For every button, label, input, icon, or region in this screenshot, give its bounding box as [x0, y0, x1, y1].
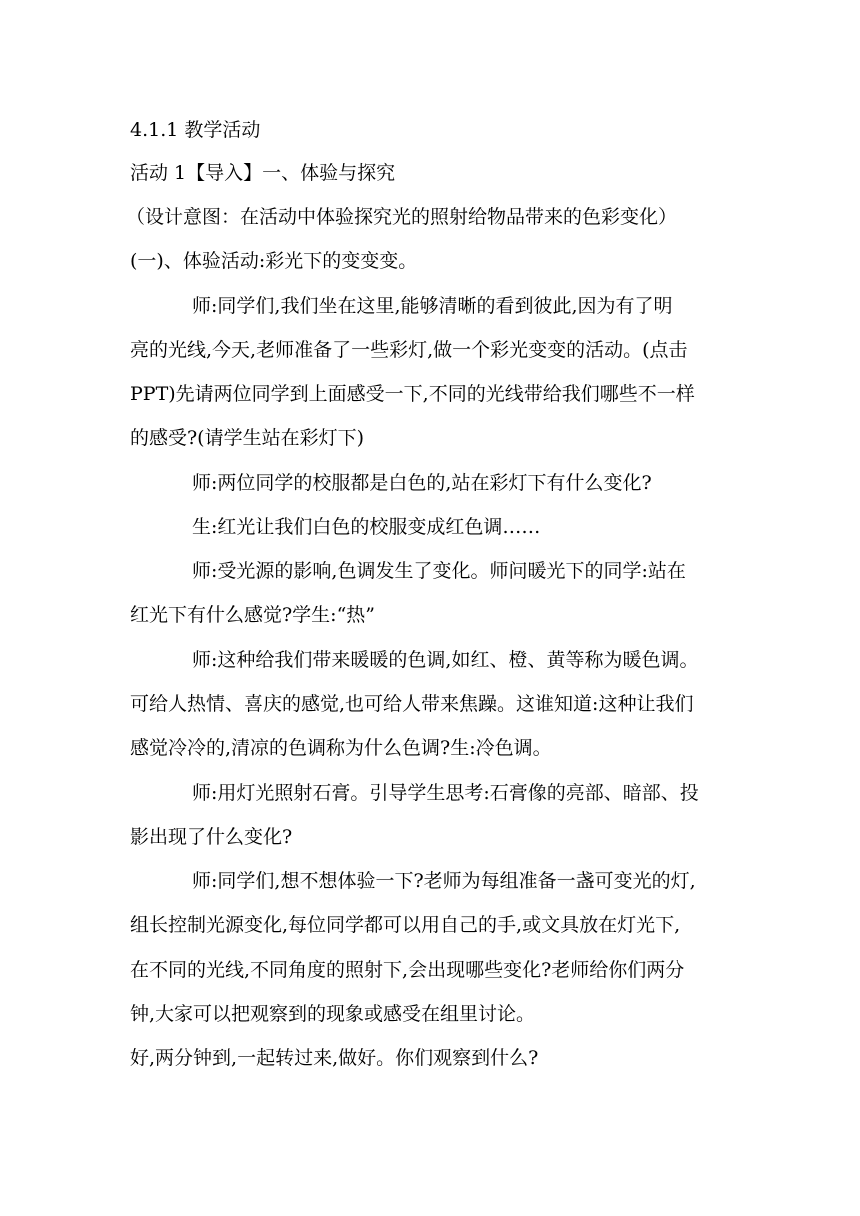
closing-line: 好,两分钟到,一起转过来,做好。你们观察到什么? — [130, 1047, 539, 1069]
paragraph-3-line-1: 生:红光让我们白色的校服变成红色调…… — [192, 516, 541, 538]
paragraph-1-line-1: 师:同学们,我们坐在这里,能够清晰的看到彼此,因为有了明 — [192, 295, 673, 317]
subsection-title: (一)、体验活动:彩光下的变变变。 — [130, 250, 418, 272]
paragraph-4-line-1: 师:受光源的影响,色调发生了变化。师问暖光下的同学:站在 — [192, 560, 686, 582]
paragraph-7-line-4: 钟,大家可以把观察到的现象或感受在组里讨论。 — [130, 1003, 536, 1025]
paragraph-7-line-2: 组长控制光源变化,每位同学都可以用自己的手,或文具放在灯光下, — [130, 914, 681, 936]
paragraph-5-line-1: 师:这种给我们带来暖暖的色调,如红、橙、黄等称为暖色调。 — [192, 649, 699, 671]
paragraph-5-line-3: 感觉冷冷的,清凉的色调称为什么色调?生:冷色调。 — [130, 737, 552, 759]
paragraph-6-line-2: 影出现了什么变化? — [130, 826, 293, 848]
paragraph-7-line-1: 师:同学们,想不想体验一下?老师为每组准备一盏可变光的灯, — [192, 870, 696, 892]
paragraph-5-line-2: 可给人热情、喜庆的感觉,也可给人带来焦躁。这谁知道:这种让我们 — [130, 693, 694, 715]
activity-title: 活动 1【导入】一、体验与探究 — [130, 162, 396, 184]
design-intent: （设计意图：在活动中体验探究光的照射给物品带来的色彩变化） — [126, 206, 678, 228]
paragraph-7-line-3: 在不同的光线,不同角度的照射下,会出现哪些变化?老师给你们两分 — [130, 959, 685, 981]
section-heading: 4.1.1 教学活动 — [130, 119, 261, 141]
paragraph-1-line-2: 亮的光线,今天,老师准备了一些彩灯,做一个彩光变变的活动。(点击 — [130, 339, 688, 361]
paragraph-4-line-2: 红光下有什么感觉?学生:“热” — [130, 604, 376, 626]
paragraph-6-line-1: 师:用灯光照射石膏。引导学生思考:石膏像的亮部、暗部、投 — [192, 782, 699, 804]
paragraph-1-line-4: 的感受?(请学生站在彩灯下) — [130, 427, 365, 449]
paragraph-1-line-3: PPT)先请两位同学到上面感受一下,不同的光线带给我们哪些不一样 — [130, 383, 695, 405]
paragraph-2-line-1: 师:两位同学的校服都是白色的,站在彩灯下有什么变化? — [192, 472, 652, 494]
